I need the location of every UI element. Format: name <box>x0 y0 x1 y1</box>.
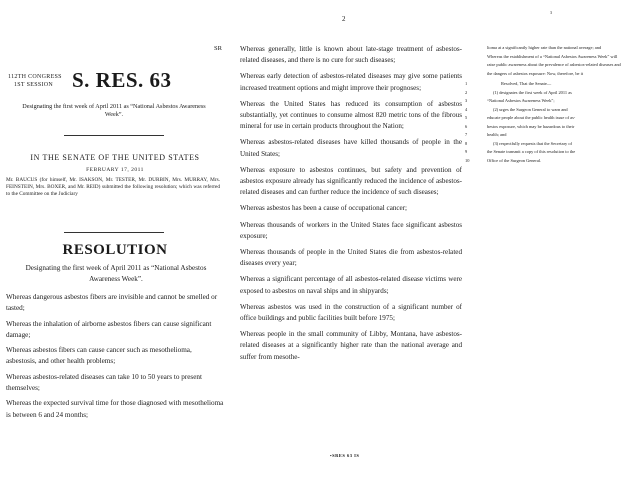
whereas-clause: Whereas generally, little is known about late-stage treatment of asbestos-related diseases, and there is no cure for such diseases; <box>240 45 462 65</box>
line-number: 4 <box>465 106 468 112</box>
whereas-clause: Whereas asbestos has been a cause of occupational cancer; <box>240 204 408 213</box>
text-line <box>465 123 623 132</box>
divider-top <box>64 135 164 136</box>
line-number: 6 <box>465 123 468 129</box>
whereas-clause: Whereas early detection of asbestos-related diseases may give some patients increased treatment options and might improve their prognoses; <box>240 72 462 92</box>
text-line <box>465 106 623 115</box>
whereas-clause: Whereas a significant percentage of all asbestos-related disease victims were exposed to asbestos on naval ships and in shipyards; <box>240 275 462 295</box>
resolved-section <box>465 44 623 165</box>
sponsors-intro: Mr. BAUCUS (for himself, Mr. ISAKSON, Mr. TESTER, Mr. DURBIN, Mrs. MURRAY, Mrs. FEINSTEIN, Mrs. BOXER, and Mr. REID) submitted the following resolution; which was referred to the Committee on the Judiciary <box>6 177 220 198</box>
whereas-clause: Whereas exposure to asbestos continues, but safety and prevention of asbestos exposure already has significantly reduced the incidence of asbestos-related diseases and can further reduce the incidence of such diseases; <box>240 165 462 197</box>
line-text: lioma at a significantly higher rate than the national average; and <box>487 45 602 50</box>
designating-short: Designating the first week of April 2011 as “National Asbestos Awareness Week”. <box>22 103 206 118</box>
page-3 <box>455 0 638 479</box>
page-number: 2 <box>342 15 346 23</box>
resolution-number: S. RES. 63 <box>72 68 172 92</box>
line-text: Whereas the establishment of a “National Asbestos Awareness Week” will raise public awareness about the prevalence of asbestos-related diseases and the dangers of asbestos exposure: Now, therefore, be it <box>487 53 621 76</box>
resolution-heading: RESOLUTION <box>62 242 168 258</box>
text-line <box>465 148 623 157</box>
page-footer: •SRES 63 IS <box>330 453 360 458</box>
divider-bottom <box>64 232 164 233</box>
page-2 <box>214 0 462 479</box>
whereas-clause: Whereas dangerous asbestos fibers are invisible and cannot be smelled or tasted; <box>6 293 218 313</box>
line-number: 9 <box>465 149 468 154</box>
congress-session <box>8 73 62 89</box>
line-text: health; and <box>487 132 507 137</box>
line-number: 2 <box>465 89 468 95</box>
session-line: 1ST SESSION <box>14 82 54 88</box>
line-number: 1 <box>465 81 468 86</box>
line-text: “National Asbestos Awareness Week”; <box>487 98 555 103</box>
whereas-clause: Whereas asbestos-related diseases have killed thousands of people in the United States; <box>240 138 462 158</box>
designating-text: Designating the first week of April 2011 as “National Asbestos Awareness Week”. <box>25 264 207 283</box>
whereas-clause: Whereas the United States has reduced its consumption of asbestos substantially, yet continues to consume almost 820 metric tons of the fibrous mineral for use in certain products throughout the Nation; <box>240 99 462 131</box>
whereas-list-page1 <box>6 292 224 425</box>
line-text: (2) urges the Surgeon General to warn and <box>493 106 568 112</box>
whereas-clause: Whereas people in the small community of Libby, Montana, have asbestos-related diseases at a significantly higher rate than the national average and suffer from mesothe- <box>240 330 462 361</box>
line-number: 5 <box>465 115 468 120</box>
text-line <box>465 157 623 166</box>
line-text: (1) designates the first week of April 2011 as <box>493 89 572 95</box>
text-line <box>465 44 623 53</box>
line-number: 3 <box>465 98 468 103</box>
whereas-clause: Whereas the inhalation of airborne asbestos fibers can cause significant damage; <box>6 319 212 339</box>
submission-date: FEBRUARY 17, 2011 <box>86 167 144 173</box>
line-text: Resolved, That the Senate— <box>501 81 552 86</box>
line-number: 10 <box>465 157 470 163</box>
page-1 <box>0 0 228 479</box>
whereas-clause: Whereas asbestos was used in the construction of a significant number of office buildings and public facilities built before 1975; <box>240 302 462 323</box>
line-text: (3) respectfully requests that the Secretary of <box>493 140 572 146</box>
whereas-clause: Whereas asbestos-related diseases can take 10 to 50 years to present themselves; <box>6 372 202 393</box>
whereas-clause: Whereas thousands of workers in the United States face significant asbestos exposure; <box>240 220 462 240</box>
line-text: the Senate transmit a copy of this resolution to the <box>487 149 576 154</box>
line-number: 8 <box>465 140 468 146</box>
text-line <box>465 53 623 79</box>
line-text: educate people about the public health issue of as- <box>487 115 576 120</box>
text-line <box>465 114 623 123</box>
margin-mark: SR <box>214 45 222 52</box>
page-number: 3 <box>550 10 552 15</box>
text-line <box>465 97 623 106</box>
text-line <box>465 89 623 98</box>
line-text: bestos exposure, which may be hazardous to their <box>487 123 575 129</box>
line-text: Office of the Surgeon General. <box>487 157 542 163</box>
whereas-clause: Whereas asbestos fibers can cause cancer such as mesothelioma, asbestosis, and other health problems; <box>6 346 192 366</box>
text-line <box>465 80 623 89</box>
text-line <box>465 131 623 140</box>
chamber-heading: IN THE SENATE OF THE UNITED STATES <box>30 153 200 162</box>
text-line <box>465 140 623 149</box>
whereas-clause: Whereas the expected survival time for those diagnosed with mesothelioma is between 6 and 24 months; <box>6 399 224 419</box>
whereas-clause: Whereas thousands of people in the United States die from asbestos-related diseases every year; <box>240 248 462 268</box>
whereas-list-page2 <box>230 44 462 368</box>
line-number: 7 <box>465 132 468 137</box>
congress-line: 112TH CONGRESS <box>8 74 62 80</box>
